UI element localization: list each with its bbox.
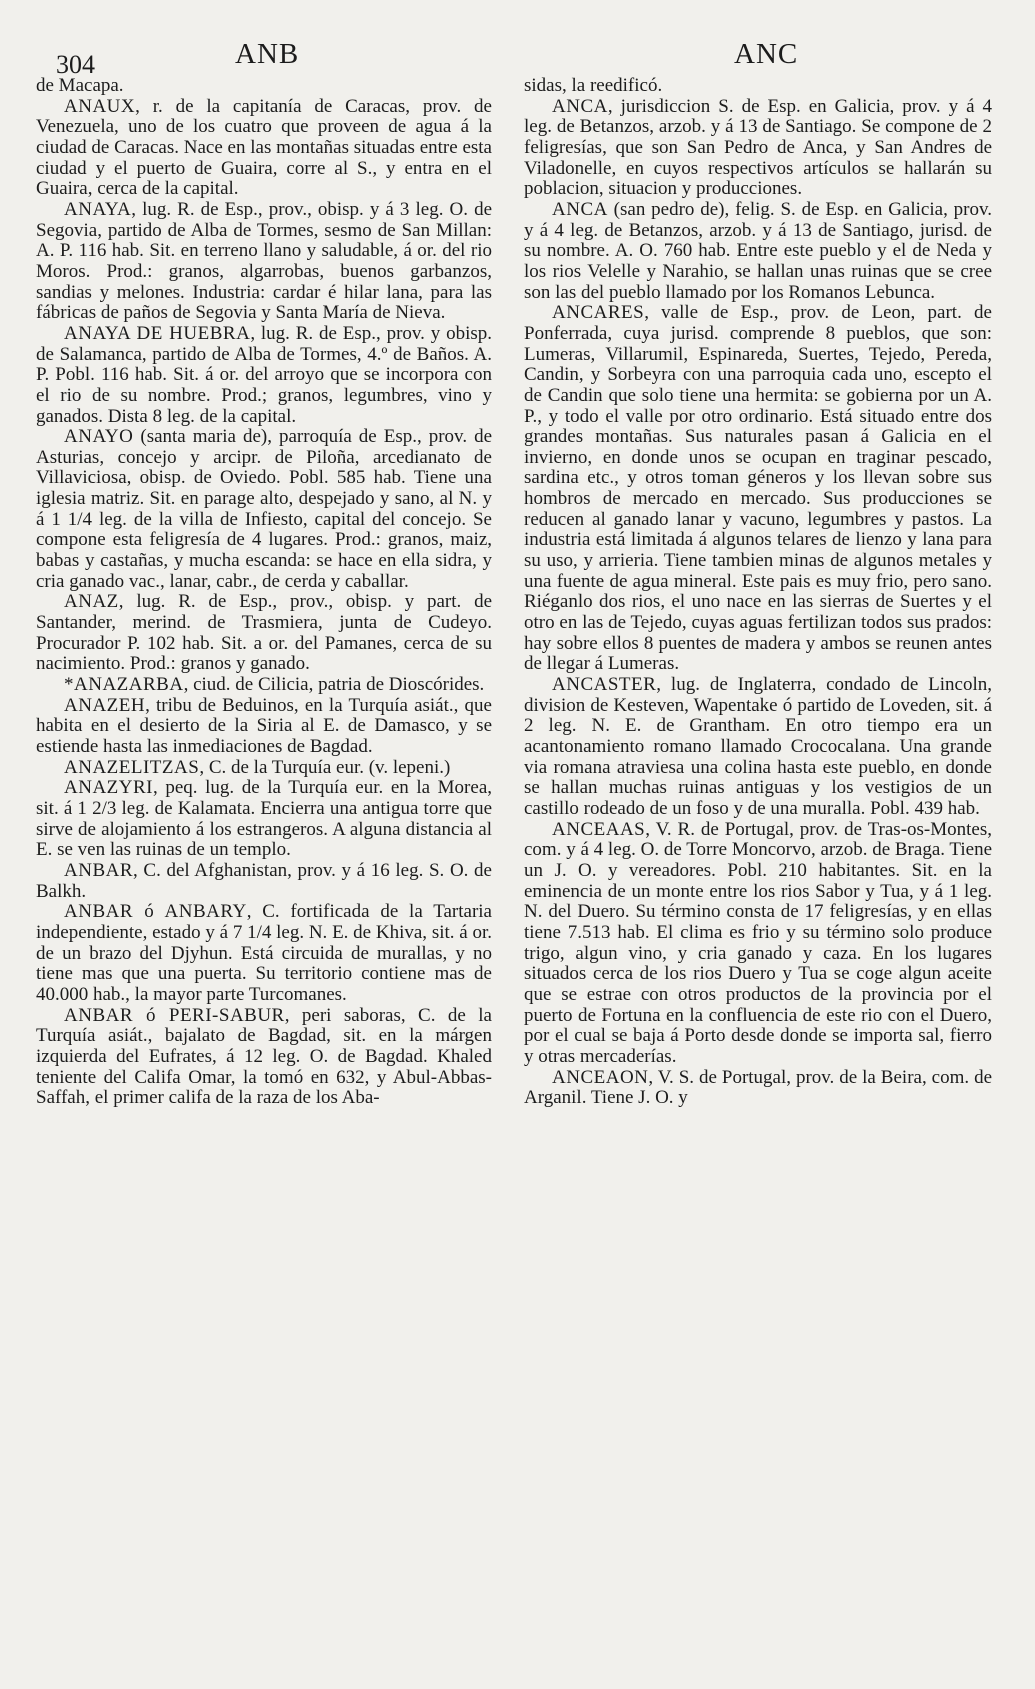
entry-headword: ANBAR (64, 859, 134, 881)
dictionary-entry (36, 76, 492, 97)
entry-text: , C. del Afghanistan, prov. y á 16 leg. S. O. de Balkh. (36, 859, 492, 902)
dictionary-entry (524, 820, 992, 1068)
entry-headword: ANAYO (64, 426, 134, 448)
entry-headword: ANCEAON (552, 1066, 649, 1088)
dictionary-entry (36, 778, 492, 861)
entry-text: de Macapa. (36, 75, 124, 96)
running-head-right: ANC (734, 38, 799, 70)
entry-headword: ANAYA DE HUEBRA (64, 322, 251, 344)
dictionary-entry (36, 861, 492, 902)
dictionary-entry (36, 324, 492, 427)
dictionary-entry (36, 1006, 492, 1109)
entry-text: , valle de Esp., prov. de Leon, part. de Ponferrada, cuya jurisd. comprende 8 pueblos, que son: Lumeras, Villarumil, Espinareda, Suertes, Tejedo, Pereda, Candin, y Sorbeyra con una parroquia cada uno, escepto el de Candin que solo tiene una hermita: se gobierna por un A. P., y todo el valle por otro ordinario. Está situado entre dos grandes montañas. Sus naturales pasan á Galicia en el invierno, en donde unos se ocupan en traginar pescado, sardina etc., y otros toman géneros y los llevan sobre sus hombros de mercado en mercado. Sus producciones se reducen al ganado lanar y vacuno, legumbres y pastos. La industria está limitada á algunos telares de lienzo y lana para su uso, y arrieria. Tiene tambien minas de algunos metales y una fuente de agua mineral. Este pais es muy frio, pero sano. Riéganlo dos rios, el uno nace en las sierras de Suertes y el otro en las de Tejedo, cuyas aguas fertilizan todos sus prados: hay sobre ellos 8 puentes de madera y ambos se reunen antes de llegar á Lumeras. (524, 302, 992, 675)
dictionary-entry (36, 200, 492, 324)
entry-text: , r. de la capitanía de Caracas, prov. de Venezuela, uno de los cuatro que proveen de agua á la ciudad de Caracas. Nace en las montañas situadas entre esta ciudad y el puerto de Guaira, corre al S., y entra en el Guaira, cerca de la capital. (36, 95, 492, 200)
entry-text: , lug. R. de Esp., prov., obisp. y á 3 leg. O. de Segovia, partido de Alba de Tormes, sesmo de San Millan: A. P. 116 hab. Sit. en terreno llano y saludable, á or. del rio Moros. Prod.: granos, algarrobas, buenos garbanzos, sandias y melones. Industria: cardar é hilar lana, para las fábricas de paños de Segovia y Santa María de Nieva. (36, 198, 492, 324)
entry-text: , C. de la Turquía eur. (v. lepeni.) (199, 756, 451, 778)
entry-text: , jurisdiccion S. de Esp. en Galicia, prov. y á 4 leg. de Betanzos, arzob. y á 13 de Santiago. Se compone de 2 feligresías, que son San Pedro de Anca, y San Andres de Viladonelle, en cuyos respectivos artículos se hallarán su poblacion, situacion y producciones. (524, 95, 992, 200)
dictionary-entry (524, 200, 992, 303)
entry-headword: ANAYA (64, 198, 132, 220)
entry-headword: ANCARES (552, 302, 645, 324)
entry-text: (san pedro de), felig. S. de Esp. en Galicia, prov. y á 4 leg. de Betanzos, arzob. y á 13 de Santiago, jurisd. de su nombre. A. O. 760 hab. Entre este pueblo y el de Neda y los rios Velelle y Narahio, se hallan unas ruinas que se cree son las del pueblo llamado por los Romanos Lebunca. (524, 198, 992, 303)
entry-text: , C. fortificada de la Tartaria independiente, estado y á 7 1/4 leg. N. E. de Khiva, sit. á or. de un brazo del Djyhun. Está circuida de murallas, y no tiene mas que una puerta. Su territorio contiene mas de 40.000 hab., la mayor parte Turcomanes. (36, 901, 492, 1005)
entry-headword: ANAZ (64, 591, 119, 613)
entry-text: sidas, la reedificó. (524, 75, 663, 96)
dictionary-entry (524, 675, 992, 820)
dictionary-entry (524, 97, 992, 200)
entry-text: , lug. R. de Esp., prov. y obisp. de Salamanca, partido de Alba de Tormes, 4.º de Baños. A. P. Pobl. 116 hab. Sit. á or. del arroyo que se incorpora con el rio de su nombre. Prod.; granos, legumbres, vino y ganados. Dista 8 leg. de la capital. (36, 322, 492, 427)
entry-text: , V. R. de Portugal, prov. de Tras-os-Montes, com. y á 4 leg. O. de Torre Moncorvo, arzob. de Braga. Tiene un J. O. y vereadores. Pobl. 210 habitantes. Sit. en la eminencia de un monte entre los rios Sabor y Tua, y á 1 leg. N. del Duero. Su término consta de 17 feligresías, y en ellas tiene 7.513 hab. El clima es frio y su término solo produce trigo, algun vino, y cria ganado y caza. En los lugares situados cerca de los rios Duero y Tua se coge algun aceite que se estrae con otros productos de la provincia por el puerto de Fortuna en la confluencia de este rio con el Duero, por el cual se baja á Porto desde donde se importa sal, fierro y otras mercaderías. (524, 818, 992, 1067)
dictionary-entry (36, 758, 492, 779)
entry-headword: ANAZELITZAS (64, 756, 200, 778)
entry-headword: ANCASTER (552, 674, 657, 696)
entry-text: , peri saboras, C. de la Turquía asiát., bajalato de Bagdad, sit. en la márgen izquierda del Eufrates, á 12 leg. O. de Bagdad. Khaled teniente del Califa Omar, la tomó en 632, y Abul-Abbas-Saffah, el primer califa de la raza de los Aba- (36, 1004, 492, 1109)
dictionary-entry (36, 696, 492, 758)
entry-text: , peq. lug. de la Turquía eur. en la Morea, sit. á 1 2/3 leg. de Kalamata. Encierra una antigua torre que sirve de alojamiento á los estrangeros. A alguna distancia al E. se ven las ruinas de un templo. (36, 777, 492, 861)
entry-text: , lug. de Inglaterra, condado de Lincoln, division de Kesteven, Wapentake ó partido de Loveden, sit. á 2 leg. N. E. de Grantham. En otro tiempo era un acantonamiento romano llamado Crococalana. Una grande via romana atraviesa una colina hasta este pueblo, en donde se hallan muchas ruinas antiguas y los vestigios de un castillo rodeado de un foso y de una muralla. Pobl. 439 hab. (524, 674, 992, 819)
entry-headword: ANCA (552, 198, 608, 220)
entry-text: , V. S. de Portugal, prov. de la Beira, com. de Arganil. Tiene J. O. y (524, 1066, 992, 1109)
dictionary-entry (524, 1068, 992, 1109)
dictionary-entry (36, 675, 492, 696)
entry-headword: ANAZYRI (64, 777, 153, 799)
entry-headword: *ANAZARBA (64, 674, 184, 696)
entry-text: , tribu de Beduinos, en la Turquía asiát., que habita en el desierto de la Siria al E. de Damasco, y se estiende hasta las inmediaciones de Bagdad. (36, 694, 492, 757)
dictionary-entry (36, 97, 492, 200)
entry-text: (santa maria de), parroquía de Esp., prov. de Asturias, concejo y arcipr. de Piloña, arcedianato de Villaviciosa, obisp. de Oviedo. Pobl. 585 hab. Tiene una iglesia matriz. Sit. en parage alto, despejado y sano, al N. y á 1 1/4 leg. de la villa de Infiesto, capital del concejo. Se compone esta feligresía de 4 lugares. Prod.: granos, maiz, babas y castañas, y mucha escanda: se hace en ella sidra, y cria ganado vac., lanar, cabr., de cerda y caballar. (36, 426, 492, 592)
dictionary-entry (36, 427, 492, 592)
entry-headword: ANCA (552, 95, 608, 117)
entry-text: , ciud. de Cilicia, patria de Dioscórides. (183, 674, 485, 696)
dictionary-entry (36, 902, 492, 1005)
left-column (36, 76, 492, 1109)
entry-text: , lug. R. de Esp., prov., obisp. y part. de Santander, merind. de Trasmiera, junta de Cudeyo. Procurador P. 102 hab. Sit. a or. del Pamanes, cerca de su nacimiento. Prod.: granos y ganado. (36, 591, 492, 675)
right-column (524, 76, 992, 1109)
entry-headword: ANCEAAS (552, 818, 646, 840)
entry-headword: ANBAR ó PERI-SABUR (64, 1004, 285, 1026)
dictionary-entry (524, 303, 992, 675)
entry-headword: ANAUX (64, 95, 136, 117)
dictionary-entry (36, 592, 492, 675)
entry-headword: ANAZEH (64, 694, 146, 716)
page-number: 304 (56, 50, 95, 79)
dictionary-entry (524, 76, 992, 97)
entry-headword: ANBAR ó ANBARY (64, 901, 247, 923)
running-head-left: ANB (235, 38, 300, 70)
